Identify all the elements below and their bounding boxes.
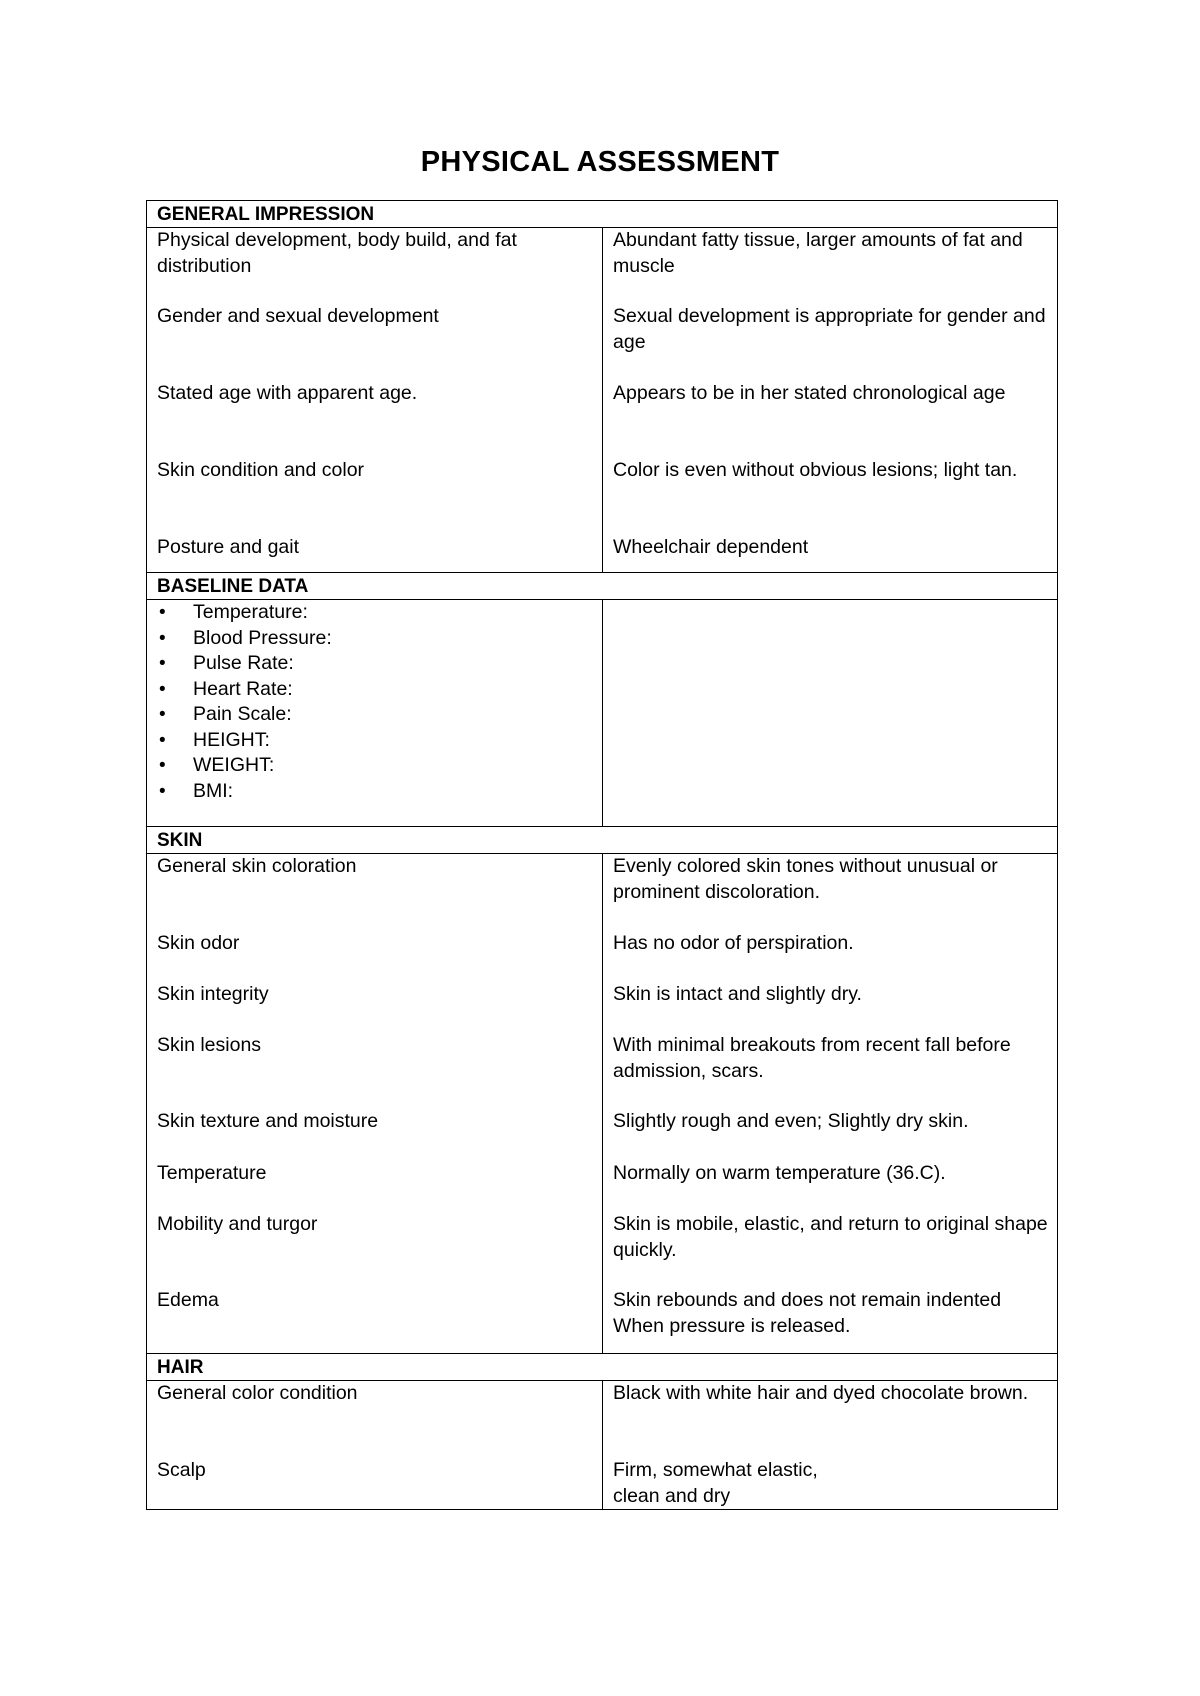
section-body-hair [147, 1381, 1057, 1509]
row-value: Firm, somewhat elastic, clean and dry [613, 1459, 818, 1507]
list-item: • Temperature: [157, 600, 594, 626]
section-header-general-impression: GENERAL IMPRESSION [147, 201, 1057, 228]
bullet-icon: • [159, 729, 166, 751]
row-label: Posture and gait [157, 536, 300, 558]
bullet-icon: • [159, 704, 166, 725]
row-value: Has no odor of perspiration. [613, 932, 854, 954]
row-label: Stated age with apparent age. [157, 382, 418, 404]
baseline-list [157, 600, 594, 804]
row-value: Abundant fatty tissue, larger amounts of fat and muscle [613, 229, 1023, 277]
row-label: Gender and sexual development [157, 305, 439, 327]
left-column [147, 1381, 603, 1509]
left-column [147, 228, 603, 572]
section-header-skin: SKIN [147, 827, 1057, 854]
list-item: • Blood Pressure: [157, 626, 594, 652]
row-label: Skin texture and moisture [157, 1110, 379, 1132]
bullet-icon: • [159, 653, 166, 674]
row-value: Normally on warm temperature (36.C). [613, 1162, 946, 1184]
right-column [603, 1381, 1057, 1509]
list-item: • BMI: [157, 779, 594, 805]
left-column [147, 854, 603, 1353]
row-value: Wheelchair dependent [613, 536, 809, 558]
row-value: Black with white hair and dyed chocolate brown. [613, 1382, 1029, 1404]
list-item: • Heart Rate: [157, 677, 594, 703]
right-column [603, 600, 1057, 826]
bullet-icon: • [159, 755, 166, 776]
row-value: Color is even without obvious lesions; light tan. [613, 459, 1018, 481]
right-column [603, 228, 1057, 572]
row-label: Skin condition and color [157, 459, 365, 481]
bullet-icon: • [159, 602, 166, 623]
assessment-table [146, 200, 1058, 1510]
section-body-general-impression [147, 228, 1057, 573]
bullet-icon: • [159, 678, 166, 700]
row-label: Skin lesions [157, 1034, 262, 1056]
row-label: General color condition [157, 1382, 358, 1404]
list-item: • Pulse Rate: [157, 651, 594, 677]
row-label: General skin coloration [157, 855, 357, 877]
row-label: Edema [157, 1289, 219, 1311]
section-header-baseline-data: BASELINE DATA [147, 573, 1057, 600]
section-header-hair: HAIR [147, 1354, 1057, 1381]
row-value: Evenly colored skin tones without unusual or prominent discoloration. [613, 855, 998, 903]
list-item: • WEIGHT: [157, 753, 594, 779]
row-value: Sexual development is appropriate for gender and age [613, 305, 1046, 353]
right-column [603, 854, 1057, 1353]
row-label: Temperature [157, 1162, 267, 1184]
row-value: Slightly rough and even; Slightly dry skin. [613, 1110, 969, 1132]
row-value: With minimal breakouts from recent fall before admission, scars. [613, 1034, 1011, 1082]
row-label: Physical development, body build, and fat distribution [157, 229, 517, 277]
row-label: Skin odor [157, 932, 240, 954]
row-value: Skin rebounds and does not remain indented When pressure is released. [613, 1289, 1002, 1337]
row-label: Skin integrity [157, 983, 269, 1005]
left-column [147, 600, 603, 826]
bullet-icon: • [159, 627, 166, 649]
page-title: PHYSICAL ASSESSMENT [420, 146, 780, 178]
section-body-skin [147, 854, 1057, 1354]
row-value: Skin is intact and slightly dry. [613, 983, 862, 1005]
list-item: • HEIGHT: [157, 728, 594, 754]
list-item: • Pain Scale: [157, 702, 594, 728]
row-label: Mobility and turgor [157, 1213, 318, 1235]
row-label: Scalp [157, 1459, 206, 1481]
row-value: Skin is mobile, elastic, and return to original shape quickly. [613, 1213, 1048, 1261]
section-body-baseline-data [147, 600, 1057, 827]
bullet-icon: • [159, 780, 166, 802]
row-value: Appears to be in her stated chronological age [613, 382, 1006, 404]
